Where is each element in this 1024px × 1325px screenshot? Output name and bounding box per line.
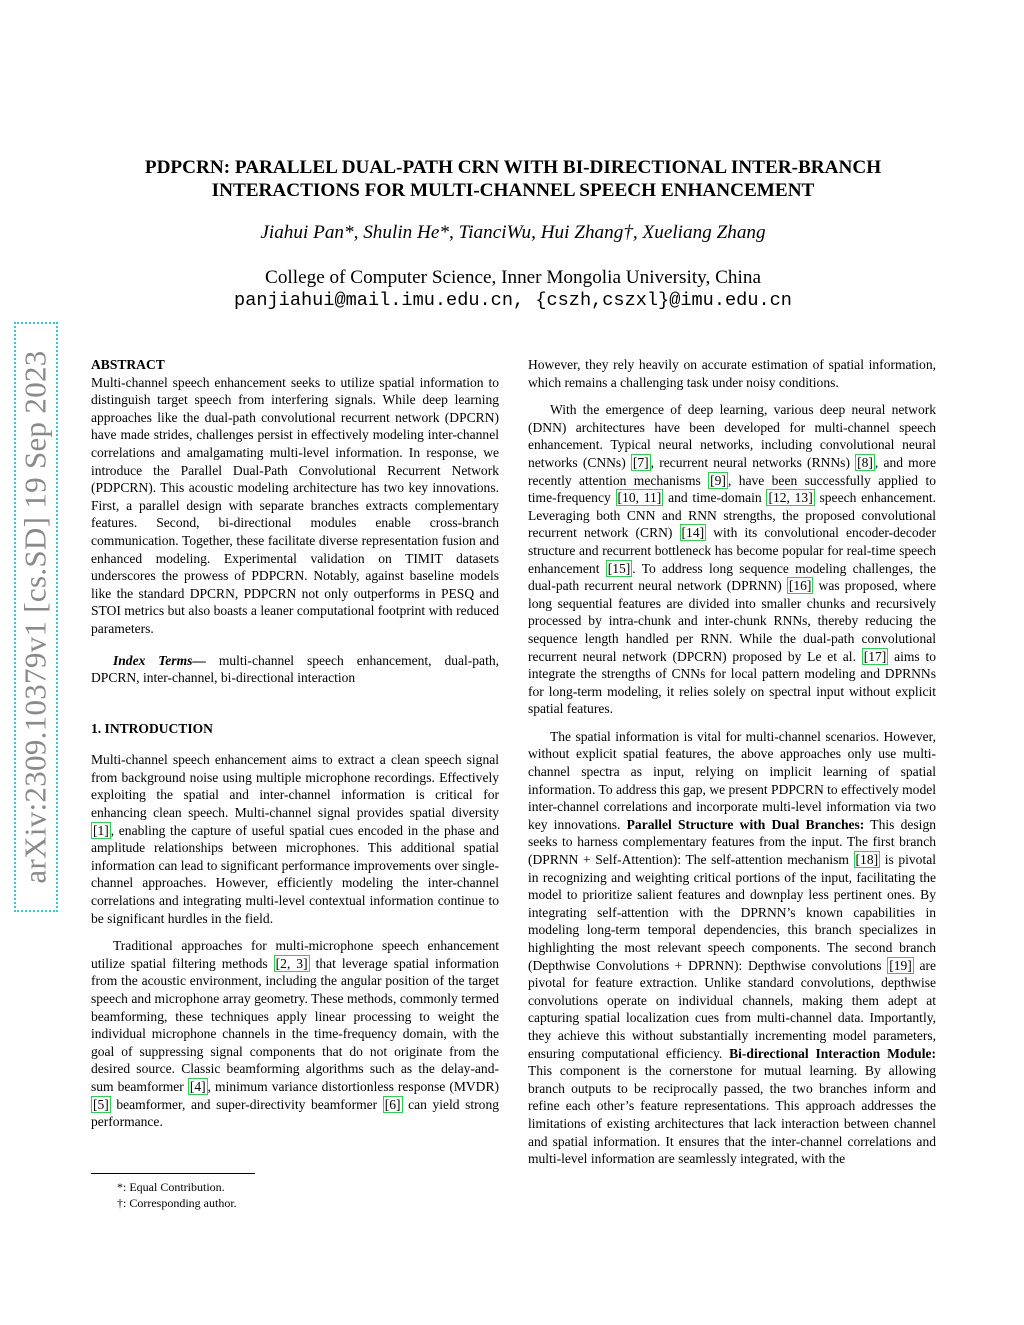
intro-paragraph-2: Traditional approaches for multi-microphone speech enhancement utilize spatial filtering methods [2, 3] that leverage spatial information from the acoustic environment, including the angular position of the target speech and microphone array geometry. These methods, commonly termed beamforming, these techniques apply linear processing to weight the individual microphone channels in the time-frequency domain, with the goal of suppressing signal components that do not originate from the desired source. Classic beamforming algorithms such as the delay-and-sum beamformer [4] , minimum variance distortionless response (MVDR) [5] beamformer, and super-directivity beamformer [6] can yield strong performance. <box>91 938 499 1130</box>
index-terms-label: Index Terms— <box>113 652 206 668</box>
arxiv-identifier <box>14 322 58 912</box>
title-line-2: INTERACTIONS FOR MULTI-CHANNEL SPEECH ENHANCEMENT <box>211 180 815 201</box>
citation-link[interactable]: [14] <box>681 525 705 541</box>
intro-paragraph-1: Multi-channel speech enhancement aims to extract a clean speech signal from background noise using multiple microphone recordings. Effectively exploiting the spatial and inter-channel information is critical for enhancing clean speech. Multi-channel signal provides spatial diversity [1] , enabling the capture of useful spatial cues encoded in the phase and amplitude relationships between microphones. This additional spatial information can lead to significant performance improvements over single-channel approaches. However, efficiently modeling the inter-channel correlations and integrating multi-level contextual information continue to be significant hurdles in the field. <box>91 752 499 926</box>
footnote-rule <box>91 1173 255 1174</box>
citation-link[interactable]: [19] <box>889 957 912 973</box>
citation-link[interactable]: [15] <box>607 560 631 576</box>
paper-title <box>90 156 936 202</box>
citation-link[interactable]: [6] <box>384 1096 401 1112</box>
title-line-1: PDPCRN: PARALLEL DUAL-PATH CRN WITH BI-DIRECTIONAL INTER-BRANCH <box>144 157 882 178</box>
citation-link[interactable]: [16] <box>788 578 812 594</box>
citation-link[interactable]: [1] <box>93 822 109 838</box>
abstract-text: Multi-channel speech enhancement seeks to utilize spatial information to distinguish target speech from interfering signals. While deep learning approaches like the dual-path convolutional recurrent network (DPCRN) have made strides, challenges persist in effectively modeling inter-channel correlations and amalgamating multi-level information. In response, we introduce the Parallel Dual-Path Convolutional Recurrent Network (PDPCRN). This acoustic modeling architecture has two key innovations. First, a parallel design with separate branches extracts complementary features. Second, bi-directional modules enable cross-branch communication. Together, these facilitate diverse representation fusion and enhanced modeling. Experimental validation on TIMIT datasets underscores the prowess of PDPCRN. Notably, against baseline models like the standard DPCRN, PDPCRN not only outperforms in PESQ and STOI metrics but also boasts a leaner computational footprint with reduced parameters. <box>91 374 499 636</box>
right-paragraph-2: With the emergence of deep learning, various deep neural network (DNN) architectures have been developed for multi-channel speech enhancement. Typical neural networks, including convolutional neural networks (CNNs) [7] , recurrent neural networks (RNNs) [8] , and more recently attention mechanisms [9] , have been successfully applied to time-frequency [10, 11] and time-domain [12, 13] speech enhancement. Leveraging both CNN and RNN strengths, the proposed convolutional recurrent network (CRN) [14] with its convolutional encoder-decoder structure and recurrent bottleneck has become popular for real-time speech enhancement [15] . To address long sequence modeling challenges, the dual-path recurrent neural network (DPRNN) [16] was proposed, where long sequential features are divided into smaller chunks and recursively processed by intra-chunk and inter-chunk RNNs, thereby reducing the sequence length handled per RNN. While the dual-path convolutional recurrent neural network (DPCRN) proposed by Le et al. [17] aims to integrate the strengths of CNNs for local pattern modeling and DPRNNs for long-term modeling, it relies solely on spectral input without explicit spatial features. <box>528 402 937 717</box>
emails: panjiahui@mail.imu.edu.cn, {cszh,cszxl}@imu.edu.cn <box>234 290 792 311</box>
citation-link[interactable]: [7] <box>632 454 649 470</box>
footnotes <box>117 1179 237 1211</box>
citation-link[interactable]: [18] <box>855 852 879 868</box>
citation-link[interactable]: [4] <box>189 1078 206 1094</box>
index-terms-text: multi-channel speech enhancement, dual-path, DPCRN, inter-channel, bi-directional interaction <box>91 652 499 686</box>
parallel-structure-label: Parallel Structure with Dual Branches: <box>626 816 865 832</box>
footnote-corresponding-author: †: Corresponding author. <box>117 1196 237 1210</box>
citation-link[interactable]: [5] <box>93 1096 109 1112</box>
arxiv-identifier-text: arXiv:2309.10379v1 [cs.SD] 19 Sep 2023 <box>18 350 54 884</box>
citation-link[interactable]: [17] <box>863 648 887 664</box>
index-terms <box>91 652 499 687</box>
citation-link[interactable]: [10, 11] <box>617 490 662 506</box>
citation-link[interactable]: [12, 13] <box>768 490 813 506</box>
interaction-module-label: Bi-directional Interaction Module: <box>729 1045 936 1061</box>
footnote-equal-contribution: *: Equal Contribution. <box>117 1180 225 1194</box>
citation-link[interactable]: [2, 3] <box>275 955 308 971</box>
left-column <box>91 356 499 1131</box>
abstract-heading: ABSTRACT <box>91 357 165 372</box>
authors: Jiahui Pan*, Shulin He*, TianciWu, Hui Zhang†, Xueliang Zhang <box>260 222 766 243</box>
right-paragraph-1: However, they rely heavily on accurate estimation of spatial information, which remains a challenging task under noisy conditions. <box>528 357 936 390</box>
right-paragraph-3: The spatial information is vital for multi-channel scenarios. However, without explicit spatial features, the above approaches only use multi-channel spectra as input, relying on implicit learning of spatial information. To address this gap, we present PDPCRN to effectively model inter-channel correlations and incorporate multi-level information via two key innovations. Parallel Structure with Dual Branches: This design seeks to harness complementary features from the input. The first branch (DPRNN + Self-Attention): The self-attention mechanism [18] is pivotal in recognizing and weighting critical portions of the input, facilitating the model to prioritize salient features and downplay less pertinent ones. By integrating self-attention with the DPRNN’s known capabilities in modeling long-term temporal dependencies, this branch specializes in highlighting the most relevant speech components. The second branch (Depthwise Convolutions + DPRNN): Depthwise convolutions [19] are pivotal for feature extraction. Unlike standard convolutions, depthwise convolutions operate on individual channels, making them adept at capturing spatial localization cues from multi-channel data. Importantly, they achieve this without substantially incrementing model parameters, ensuring computational efficiency. Bi-directional Interaction Module: This component is the cornerstone for mutual learning. By allowing branch outputs to be reciprocally passed, the two branches inform and refine each other’s feature representations. This approach addresses the limitations of existing architectures that lack interaction between channel and spatial information. It ensures that the inter-channel correlations and multi-level information are seamlessly integrated, with the <box>528 728 936 1167</box>
affiliation: College of Computer Science, Inner Mongolia University, China <box>265 267 761 288</box>
citation-link[interactable]: [9] <box>710 472 726 488</box>
right-column <box>528 356 936 1168</box>
introduction-heading: 1. INTRODUCTION <box>91 720 213 736</box>
citation-link[interactable]: [8] <box>857 454 873 470</box>
